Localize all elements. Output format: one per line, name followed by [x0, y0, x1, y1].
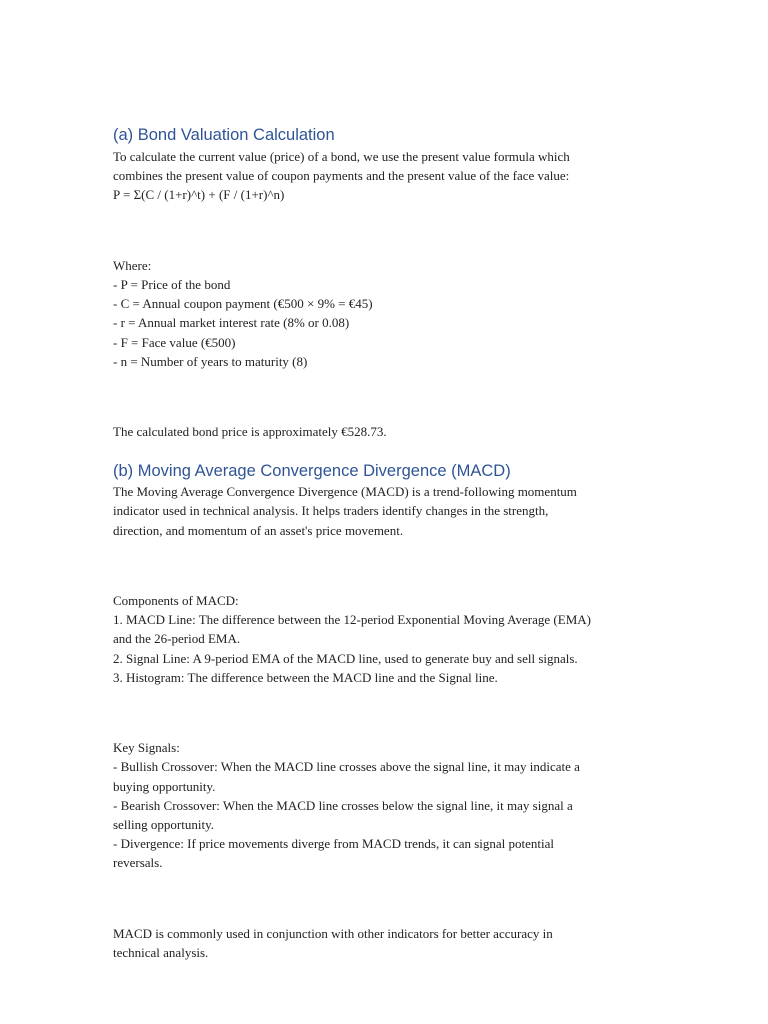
text-line: - r = Annual market interest rate (8% or 0.08)	[113, 315, 350, 331]
text-line: P = Σ(C / (1+r)^t) + (F / (1+r)^n)	[113, 187, 285, 203]
text-line: - C = Annual coupon payment (€500 × 9% = €45)	[113, 296, 373, 312]
section-bond-valuation	[113, 124, 653, 441]
blank-line	[113, 556, 653, 575]
text-line: 2. Signal Line: A 9-period EMA of the MACD line, used to generate buy and sell signals.	[113, 650, 578, 666]
text-line: Components of MACD:	[113, 593, 239, 608]
section-a-heading: (a) Bond Valuation Calculation	[113, 126, 335, 144]
text-line: selling opportunity.	[113, 816, 214, 832]
blank-line	[113, 221, 653, 240]
section-b-heading: (b) Moving Average Convergence Divergence (MACD)	[113, 462, 511, 481]
text-line: Where:	[113, 257, 152, 273]
text-line: indicator used in technical analysis. It helps traders identify changes in the strength,	[113, 503, 549, 519]
section-a-body	[113, 147, 653, 441]
document-page	[113, 124, 653, 962]
section-b-body	[113, 482, 653, 962]
text-line: reversals.	[113, 855, 163, 871]
text-line: technical analysis.	[113, 944, 209, 960]
text-line: - Bullish Crossover: When the MACD line crosses above the signal line, it may indicate a	[113, 759, 580, 775]
text-line: To calculate the current value (price) of a bond, we use the present value formula which	[113, 149, 570, 164]
text-line: - F = Face value (€500)	[113, 334, 236, 350]
blank-line	[113, 703, 653, 722]
text-line: combines the present value of coupon payments and the present value of the face value:	[113, 168, 570, 184]
text-line: The calculated bond price is approximately €528.73.	[113, 424, 387, 440]
text-line: and the 26-period EMA.	[113, 631, 241, 647]
text-line: buying opportunity.	[113, 778, 216, 794]
text-line: Key Signals:	[113, 740, 180, 756]
text-line: 3. Histogram: The difference between the MACD line and the Signal line.	[113, 669, 498, 685]
blank-line	[113, 888, 653, 907]
text-line: - n = Number of years to maturity (8)	[113, 353, 308, 369]
section-macd	[113, 460, 653, 962]
text-line: - Divergence: If price movements diverge from MACD trends, it can signal potential	[113, 836, 555, 852]
text-line: direction, and momentum of an asset's price movement.	[113, 522, 404, 538]
text-line: 1. MACD Line: The difference between the 12-period Exponential Moving Average (EMA)	[113, 612, 591, 628]
text-line: - Bearish Crossover: When the MACD line crosses below the signal line, it may signal a	[113, 797, 573, 813]
blank-line	[113, 387, 653, 406]
text-line: The Moving Average Convergence Divergence (MACD) is a trend-following momentum	[113, 484, 577, 500]
text-line: - P = Price of the bond	[113, 276, 231, 292]
text-line: MACD is commonly used in conjunction with other indicators for better accuracy in	[113, 925, 553, 941]
